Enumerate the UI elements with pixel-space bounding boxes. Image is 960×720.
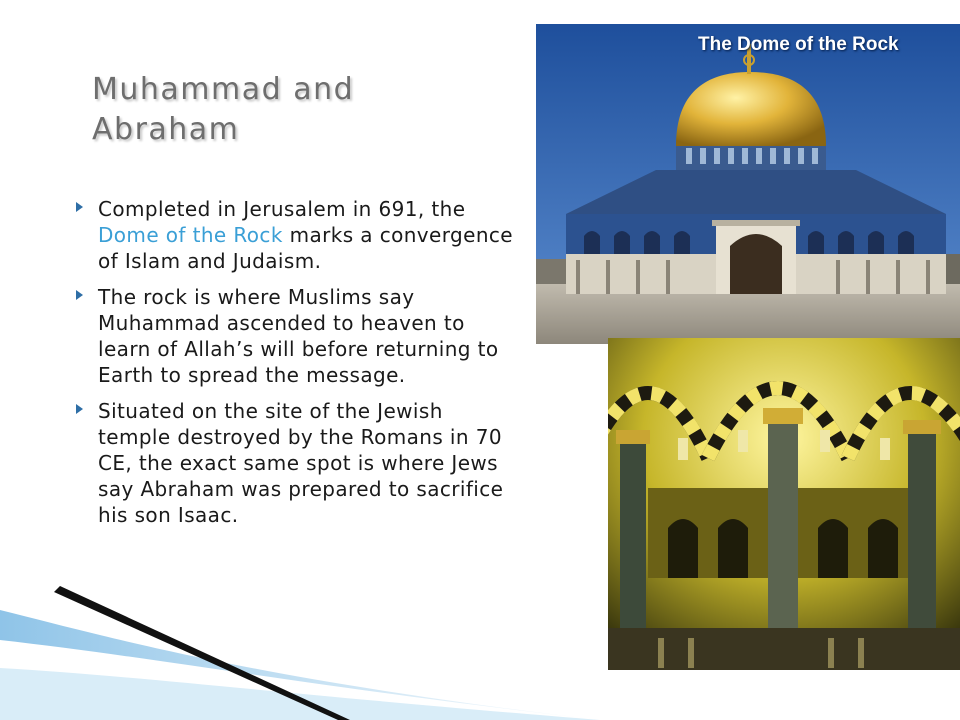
bullet-1-highlight-link[interactable]: Dome of the Rock xyxy=(98,223,283,247)
bullet-arrow-icon xyxy=(76,202,83,212)
bullet-1-text-before: Completed in Jerusalem in 691, the xyxy=(98,197,466,221)
bullet-3-text: Situated on the site of the Jewish temple destroyed by the Romans in 70 CE, the exact same spot is where Jews say Abraham was prepared to sacrifice his son Isaac. xyxy=(98,399,504,527)
bullet-item-1 xyxy=(70,196,522,274)
bullet-item-3 xyxy=(70,398,522,528)
bullet-list xyxy=(70,196,522,538)
bullet-item-2 xyxy=(70,284,522,388)
dome-interior-photo xyxy=(608,338,960,670)
corner-swoosh-decoration xyxy=(0,580,600,720)
slide-title-line-2: Abraham xyxy=(92,112,240,147)
photo-caption: The Dome of the Rock xyxy=(698,34,899,55)
bullet-arrow-icon xyxy=(76,404,83,414)
slide-title xyxy=(92,70,422,150)
slide-title-line-1: Muhammad and xyxy=(92,72,355,107)
dome-exterior-photo xyxy=(536,24,960,344)
bullet-arrow-icon xyxy=(76,290,83,300)
bullet-2-text: The rock is where Muslims say Muhammad ascended to heaven to learn of Allah’s will before returning to Earth to spread the message. xyxy=(98,285,499,387)
bullet-1-text-after: marks a convergence of Islam and Judaism. xyxy=(98,223,513,273)
